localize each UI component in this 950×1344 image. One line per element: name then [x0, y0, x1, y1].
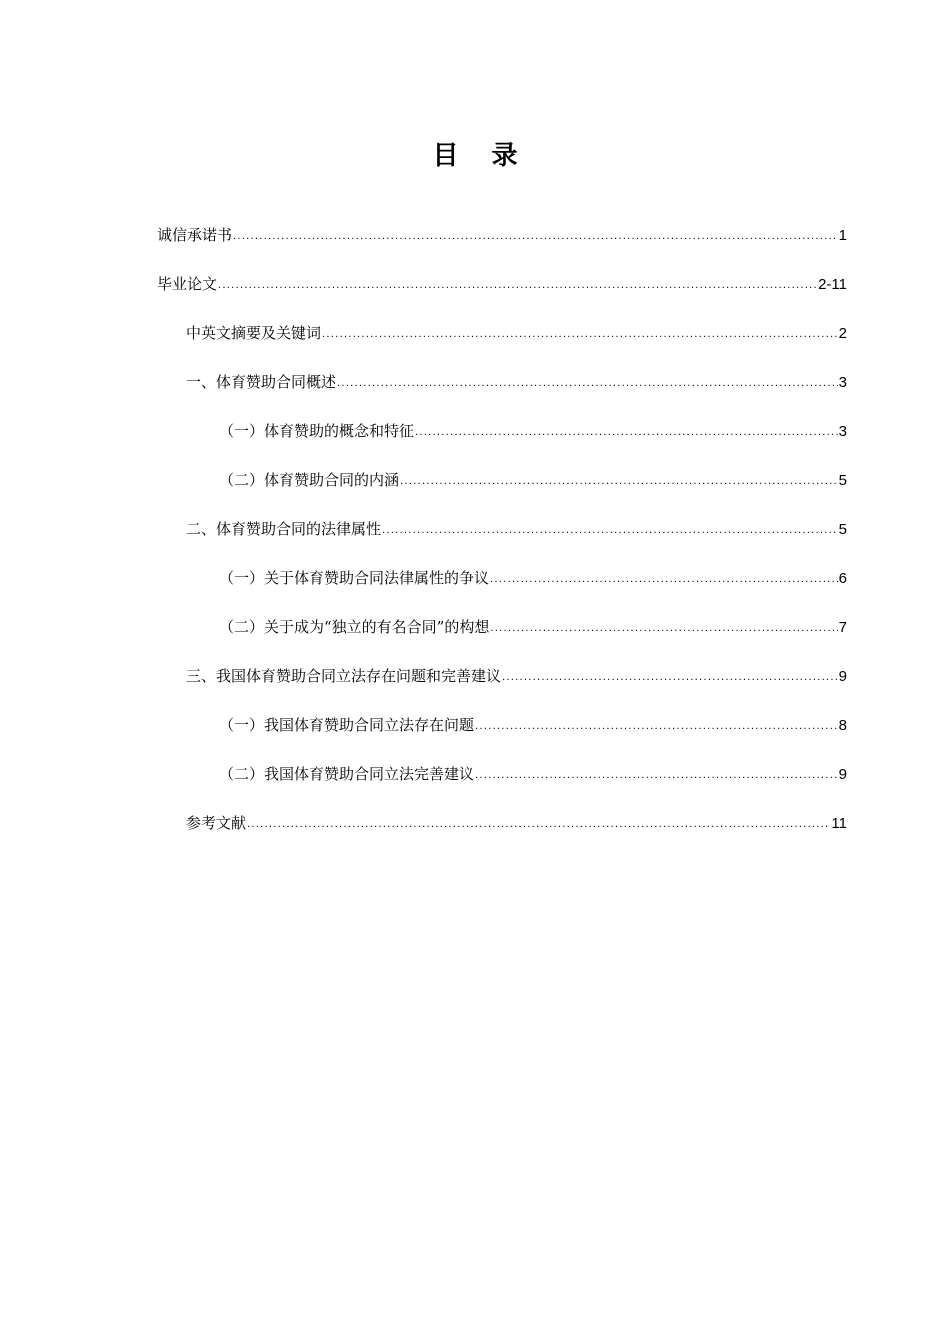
toc-entry[interactable]	[157, 612, 847, 661]
toc-entry-label: （一）我国体育赞助合同立法存在问题	[219, 716, 475, 734]
toc-entry[interactable]	[157, 416, 847, 465]
toc-dot-leader	[322, 320, 838, 350]
toc-entry-page-number: 3	[838, 423, 847, 440]
toc-dot-leader	[400, 467, 838, 497]
toc-dot-leader	[475, 761, 838, 791]
toc-dot-leader	[502, 663, 838, 693]
toc-entry-label: 一、体育赞助合同概述	[186, 373, 337, 391]
toc-dot-leader	[490, 565, 838, 595]
table-of-contents	[157, 220, 847, 857]
toc-dot-leader	[382, 516, 838, 546]
toc-entry-page-number: 5	[838, 472, 847, 489]
toc-entry-page-number: 9	[838, 668, 847, 685]
page-title: 目 录	[432, 141, 530, 171]
toc-entry[interactable]	[157, 367, 847, 416]
toc-dot-leader	[490, 614, 837, 644]
toc-entry[interactable]	[157, 465, 847, 514]
toc-dot-leader	[218, 271, 817, 301]
toc-entry-page-number: 8	[838, 717, 847, 734]
toc-entry-page-number: 2	[838, 325, 847, 342]
toc-entry[interactable]	[157, 514, 847, 563]
toc-entry-label: （二）体育赞助合同的内涵	[219, 471, 400, 489]
toc-entry-label: 毕业论文	[157, 275, 218, 293]
toc-dot-leader	[233, 222, 838, 252]
toc-entry-page-number: 9	[838, 766, 847, 783]
toc-dot-leader	[475, 712, 838, 742]
toc-entry-page-number: 3	[838, 374, 847, 391]
toc-entry[interactable]	[157, 318, 847, 367]
toc-entry-label: 二、体育赞助合同的法律属性	[186, 520, 382, 538]
toc-entry-label: 中英文摘要及关键词	[186, 324, 322, 342]
toc-dot-leader	[415, 418, 838, 448]
toc-entry-page-number: 2-11	[818, 276, 847, 293]
toc-entry[interactable]	[157, 269, 847, 318]
toc-entry-label: （一）关于体育赞助合同法律属性的争议	[219, 569, 490, 587]
toc-dot-leader	[337, 369, 838, 399]
toc-entry-label: （二）关于成为“独立的有名合同”的构想	[219, 618, 490, 636]
toc-dot-leader	[247, 810, 830, 840]
toc-entry[interactable]	[157, 759, 847, 808]
toc-entry-page-number: 11	[831, 815, 847, 832]
toc-entry-label: 三、我国体育赞助合同立法存在问题和完善建议	[186, 667, 502, 685]
toc-entry-label: 参考文献	[186, 814, 247, 832]
toc-entry-page-number: 5	[838, 521, 847, 538]
toc-entry-page-number: 7	[838, 619, 847, 636]
toc-entry-page-number: 6	[838, 570, 847, 587]
toc-entry[interactable]	[157, 563, 847, 612]
toc-entry-label: （一）体育赞助的概念和特征	[219, 422, 415, 440]
toc-entry-label: （二）我国体育赞助合同立法完善建议	[219, 765, 475, 783]
toc-entry[interactable]	[157, 661, 847, 710]
toc-entry[interactable]	[157, 220, 847, 269]
toc-entry[interactable]	[157, 808, 847, 857]
toc-entry-label: 诚信承诺书	[157, 226, 233, 244]
toc-entry[interactable]	[157, 710, 847, 759]
toc-entry-page-number: 1	[838, 227, 847, 244]
